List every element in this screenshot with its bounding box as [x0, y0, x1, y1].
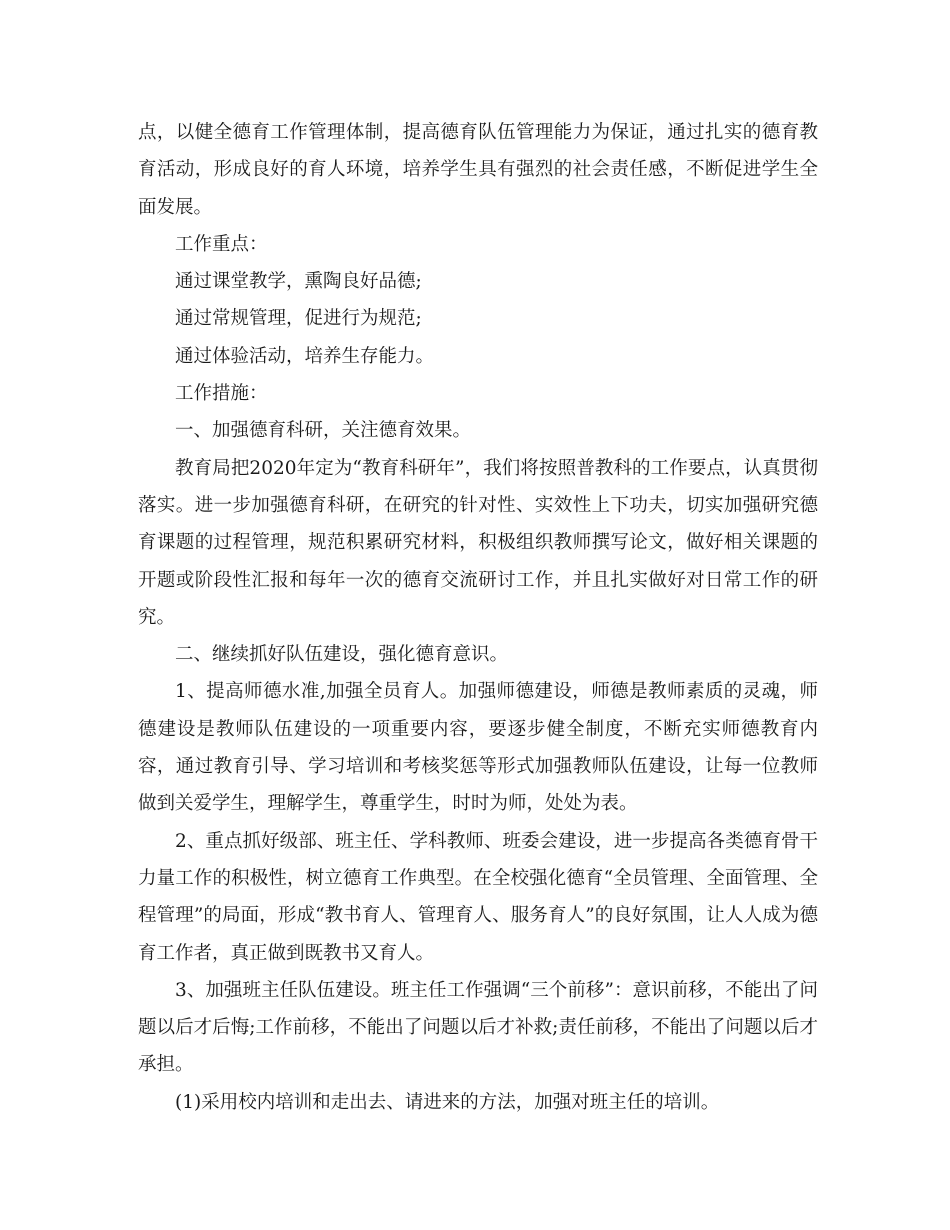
paragraph-item-1: 1、提高师德水准,加强全员育人。加强师德建设，师德是教师素质的灵魂，师德建设是教师队伍建设的一项重要内容，要逐步健全制度，不断充实师德教育内容，通过教育引导、学习培训和考核奖惩等形式加强教师队伍建设，让每一位教师做到关爱学生，理解学生，尊重学生，时时为师，处处为表。 — [138, 681, 818, 815]
paragraph-item-3: 3、加强班主任队伍建设。班主任工作强调“三个前移”：意识前移，不能出了问题以后才后悔;工作前移，不能出了问题以后才补救;责任前移，不能出了问题以后才承担。 — [138, 979, 818, 1076]
paragraph-continuation: 点，以健全德育工作管理体制，提高德育队伍管理能力为保证，通过扎实的德育教育活动，形成良好的育人环境，培养学生具有强烈的社会责任感，不断促进学生全面发展。 — [138, 122, 818, 218]
paragraph-research: 教育局把2020年定为“教育科研年”，我们将按照普教科的工作要点，认真贯彻落实。进一步加强德育科研，在研究的针对性、实效性上下功夫，切实加强研究德育课题的过程管理，规范积累研究材料，积极组织教师撰写论文，做好相关课题的开题或阶段性汇报和每年一次的德育交流研讨工作，并且扎实做好对日常工作的研究。 — [138, 457, 818, 628]
paragraph-subitem-1: (1)采用校内培训和走出去、请进来的方法，加强对班主任的培训。 — [175, 1091, 720, 1113]
focus-item-classroom: 通过课堂教学，熏陶良好品德; — [175, 271, 422, 293]
section-heading-2: 二、继续抓好队伍建设，强化德育意识。 — [175, 644, 509, 666]
paragraph-item-2: 2、重点抓好级部、班主任、学科教师、班委会建设，进一步提高各类德育骨干力量工作的积极性，树立德育工作典型。在全校强化德育“全员管理、全面管理、全程管理”的局面，形成“教书育人、管理育人、服务育人”的良好氛围，让人人成为德育工作者，真正做到既教书又育人。 — [138, 830, 818, 964]
document-body — [138, 114, 818, 1121]
heading-work-focus: 工作重点： — [175, 233, 268, 255]
heading-work-measures: 工作措施： — [175, 383, 268, 405]
focus-item-experience: 通过体验活动，培养生存能力。 — [175, 345, 435, 367]
focus-item-routine: 通过常规管理，促进行为规范; — [175, 308, 422, 330]
section-heading-1: 一、加强德育科研，关注德育效果。 — [175, 420, 472, 442]
